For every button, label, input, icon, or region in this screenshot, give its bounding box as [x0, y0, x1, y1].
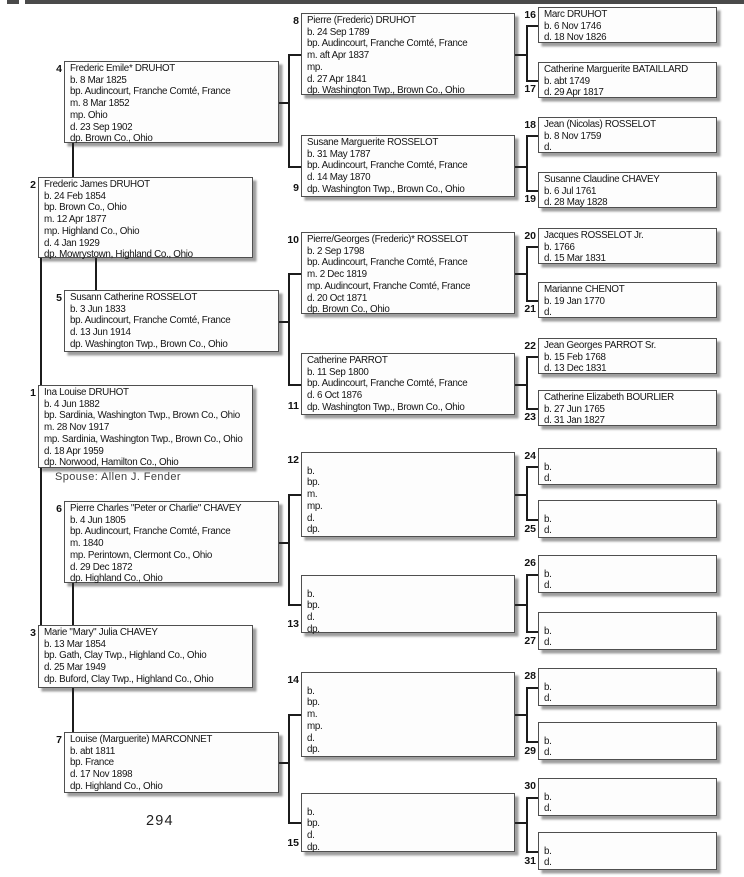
person-name [539, 557, 716, 569]
person-detail: bp. [307, 697, 320, 709]
person-detail: m. 2 Dec 1819 [307, 269, 367, 281]
connector-line [526, 466, 528, 521]
person-detail: bp. Audincourt, Franche Comté, France [307, 160, 468, 172]
connector-line [288, 714, 290, 824]
person-detail: mp. Audincourt, Franche Comté, France [307, 280, 471, 292]
connector-line [526, 687, 528, 743]
person-detail: mp. [307, 720, 323, 732]
person-detail: d. [544, 637, 552, 649]
person-number: 29 [524, 745, 536, 757]
person-number: 12 [287, 454, 299, 466]
person-detail: b. 11 Sep 1800 [307, 366, 369, 378]
connector-line [288, 714, 301, 716]
connector-line [526, 851, 538, 853]
connector-line [526, 246, 528, 302]
person-detail: bp. France [70, 757, 114, 769]
person-detail: bp. Audincourt, Franche Comté, France [307, 257, 468, 269]
person-name: Catherine PARROT [307, 355, 388, 366]
person-detail: dp. Brown Co., Ohio [70, 133, 153, 145]
person-detail: d. [544, 525, 552, 537]
connector-line [526, 135, 538, 137]
person-detail: b. 24 Sep 1789 [307, 26, 370, 38]
person-name [302, 795, 514, 807]
person-number: 11 [287, 400, 299, 412]
connector-line [72, 583, 74, 626]
person-name: Jean (Nicolas) ROSSELOT [544, 119, 656, 130]
person-box-11 [287, 353, 515, 415]
person-detail: d. 27 Apr 1841 [307, 73, 367, 85]
person-number: 21 [524, 303, 536, 315]
connector-line [526, 797, 538, 799]
person-box-20 [524, 228, 717, 265]
person-name: Frederic Emile* DRUHOT [70, 63, 175, 74]
person-box-18 [524, 117, 717, 154]
person-box-8 [293, 13, 515, 97]
person-detail: d. 29 Dec 1872 [70, 561, 133, 573]
connector-line [288, 273, 290, 386]
person-detail: d. 31 Jan 1827 [544, 415, 605, 427]
connector-line [288, 604, 301, 606]
person-detail: b. [307, 685, 315, 697]
person-detail: b. 13 Mar 1854 [44, 638, 106, 650]
person-number: 16 [524, 9, 536, 21]
person-number: 23 [524, 411, 536, 423]
person-name [302, 674, 514, 686]
person-box-28 [524, 668, 717, 706]
person-detail: dp. Washington Twp., Brown Co., Ohio [307, 183, 465, 195]
person-name [539, 502, 716, 514]
connector-line [526, 408, 538, 410]
connector-line [288, 494, 290, 606]
person-box-16 [524, 7, 717, 44]
person-detail: b. 4 Jun 1882 [44, 398, 100, 410]
person-name: Catherine Elizabeth BOURLIER [544, 392, 674, 403]
connector-line [526, 466, 538, 468]
person-detail: d. [544, 803, 552, 815]
person-detail: b. 24 Feb 1854 [44, 190, 106, 202]
person-detail: dp. [307, 841, 320, 853]
person-name: Ina Louise DRUHOT [44, 387, 129, 398]
person-detail: bp. Brown Co., Ohio [44, 202, 127, 214]
person-number: 5 [56, 292, 62, 304]
person-detail: b. [544, 461, 552, 473]
person-name [539, 670, 716, 682]
connector-line [526, 797, 528, 853]
person-detail: b. 3 Jun 1833 [70, 303, 126, 315]
person-detail: d. 23 Sep 1902 [70, 121, 133, 133]
connector-line [526, 574, 538, 576]
person-name [302, 454, 514, 466]
person-detail: d. 14 May 1870 [307, 172, 371, 184]
person-name: Marie "Mary" Julia CHAVEY [44, 627, 158, 638]
person-name [302, 577, 514, 589]
connector-line [526, 574, 528, 633]
person-detail: b. [544, 513, 552, 525]
person-detail: m. [307, 709, 318, 721]
person-name [539, 450, 716, 462]
person-box-27 [524, 612, 717, 650]
person-detail: b. 15 Feb 1768 [544, 351, 606, 363]
connector-line [288, 494, 301, 496]
page-edge-bar [25, 0, 744, 4]
person-detail: m. 12 Apr 1877 [44, 214, 107, 226]
connector-line [526, 246, 538, 248]
person-detail: d. [544, 473, 552, 485]
person-name: Pierre Charles "Peter or Charlie" CHAVEY [70, 503, 242, 514]
person-detail: bp. Sardinia, Washington Twp., Brown Co., Ohio [44, 410, 240, 422]
person-box-31 [524, 832, 717, 870]
connector-line [288, 54, 301, 56]
person-number: 7 [56, 734, 62, 746]
connector-line [526, 356, 538, 358]
person-detail: b. [307, 588, 315, 600]
person-detail: b. 6 Nov 1746 [544, 20, 602, 32]
connector-line [40, 468, 42, 626]
connector-line [526, 519, 538, 521]
person-detail: dp. Norwood, Hamilton Co., Ohio [44, 457, 179, 469]
person-detail: mp. Sardinia, Washington Twp., Brown Co., Ohio [44, 433, 243, 445]
person-detail: d. 13 Dec 1831 [544, 363, 607, 375]
person-detail: d. 4 Jan 1929 [44, 237, 100, 249]
person-detail: bp. [307, 600, 320, 612]
connector-line [40, 258, 42, 386]
connector-line [526, 687, 538, 689]
person-box-30 [524, 778, 717, 816]
connector-line [72, 143, 74, 178]
person-detail: d. [307, 830, 315, 842]
person-number: 19 [524, 193, 536, 205]
person-name: Louise (Marguerite) MARCONNET [70, 734, 213, 745]
person-detail: b. 8 Nov 1759 [544, 130, 602, 142]
person-name: Susann Catherine ROSSELOT [70, 292, 198, 303]
person-detail: b. 31 May 1787 [307, 148, 371, 160]
person-number: 3 [30, 627, 36, 639]
person-detail: d. [544, 307, 552, 319]
person-detail: b. [307, 465, 315, 477]
person-detail: bp. Audincourt, Franche Comté, France [70, 526, 231, 538]
person-detail: dp. Washington Twp., Brown Co., Ohio [307, 401, 465, 413]
person-detail: bp. Audincourt, Franche Comté, France [307, 378, 468, 390]
person-number: 9 [293, 182, 299, 194]
person-detail: bp. Audincourt, Franche Comté, France [70, 86, 231, 98]
person-box-25 [524, 500, 717, 538]
person-number: 15 [287, 837, 299, 849]
person-number: 22 [524, 340, 536, 352]
person-detail: mp. [307, 61, 323, 73]
person-detail: d. [544, 857, 552, 869]
person-number: 31 [524, 855, 536, 867]
person-detail: d. [544, 580, 552, 592]
connector-line [526, 25, 538, 27]
person-detail: m. 8 Mar 1852 [70, 98, 130, 110]
person-detail: dp. Mowrystown, Highland Co., Ohio [44, 249, 193, 261]
person-detail: dp. [307, 623, 320, 635]
person-number: 25 [524, 523, 536, 535]
spouse-note: Spouse: Allen J. Fender [55, 471, 181, 483]
person-number: 13 [287, 618, 299, 630]
person-name: Marc DRUHOT [544, 9, 608, 20]
person-name: Jacques ROSSELOT Jr. [544, 230, 644, 241]
person-detail: dp. [307, 524, 320, 536]
connector-line [288, 273, 301, 275]
person-detail: d. 6 Oct 1876 [307, 390, 362, 402]
person-detail: b. [544, 681, 552, 693]
person-detail: b. 4 Jun 1805 [70, 514, 126, 526]
person-number: 18 [524, 119, 536, 131]
person-name [539, 780, 716, 792]
person-number: 30 [524, 780, 536, 792]
person-detail: mp. [307, 500, 323, 512]
person-detail: d. 15 Mar 1831 [544, 253, 606, 265]
person-box-1 [30, 385, 253, 469]
person-number: 17 [524, 83, 536, 95]
person-detail: d. [544, 747, 552, 759]
person-detail: b. [307, 806, 315, 818]
person-detail: d. [544, 693, 552, 705]
person-detail: d. [307, 732, 315, 744]
person-detail: d. 18 Nov 1826 [544, 32, 607, 44]
person-detail: d. 25 Mar 1949 [44, 662, 106, 674]
person-detail: d. 18 Apr 1959 [44, 445, 104, 457]
person-detail: dp. Brown Co., Ohio [307, 304, 390, 316]
person-detail: dp. Washington Twp., Brown Co., Ohio [70, 338, 228, 350]
person-number: 20 [524, 230, 536, 242]
person-detail: bp. Audincourt, Franche Comté, France [307, 38, 468, 50]
person-box-12 [287, 452, 515, 537]
person-box-21 [524, 282, 717, 319]
person-number: 26 [524, 557, 536, 569]
person-detail: d. 20 Oct 1871 [307, 292, 368, 304]
connector-line [288, 54, 290, 168]
person-detail: b. 6 Jul 1761 [544, 185, 597, 197]
person-detail: mp. Highland Co., Ohio [44, 225, 140, 237]
person-box-13 [287, 575, 515, 635]
connector-line [526, 25, 528, 82]
person-name: Frederic James DRUHOT [44, 179, 150, 190]
person-detail: b. 1766 [544, 241, 575, 253]
person-detail: mp. Perintown, Clermont Co., Ohio [70, 549, 213, 561]
connector-line [526, 300, 538, 302]
person-name: Catherine Marguerite BATAILLARD [544, 64, 688, 75]
person-detail: bp. Gath, Clay Twp., Highland Co., Ohio [44, 650, 207, 662]
person-detail: bp. [307, 477, 320, 489]
person-detail: dp. Highland Co., Ohio [70, 573, 163, 585]
person-box-22 [524, 338, 717, 375]
connector-line [95, 258, 97, 291]
person-box-5 [56, 290, 279, 352]
person-detail: b. [544, 568, 552, 580]
person-detail: d. 13 Jun 1914 [70, 327, 131, 339]
person-number: 2 [30, 179, 36, 191]
person-name: Susanne Claudine CHAVEY [544, 174, 660, 185]
person-detail: b. 2 Sep 1798 [307, 245, 365, 257]
connector-line [526, 631, 538, 633]
page-edge-mark [7, 0, 19, 4]
person-box-17 [524, 62, 717, 99]
person-detail: bp. Audincourt, Franche Comté, France [70, 315, 231, 327]
person-detail: b. abt 1811 [70, 745, 116, 757]
person-detail: b. [544, 791, 552, 803]
person-detail: dp. [307, 744, 320, 756]
person-detail: b. 19 Jan 1770 [544, 295, 605, 307]
person-detail: m. 1840 [70, 538, 104, 550]
person-name: Marianne CHENOT [544, 284, 625, 295]
person-detail: d. 28 May 1828 [544, 197, 608, 209]
person-box-15 [287, 793, 515, 853]
person-number: 24 [524, 450, 536, 462]
person-number: 14 [287, 674, 299, 686]
person-box-24 [524, 448, 717, 485]
person-number: 28 [524, 670, 536, 682]
person-number: 27 [524, 635, 536, 647]
person-box-23 [524, 390, 717, 427]
connector-line [288, 384, 301, 386]
person-number: 10 [287, 234, 299, 246]
person-name [539, 724, 716, 736]
connector-line [288, 822, 301, 824]
connector-line [288, 166, 301, 168]
person-detail: m. aft Apr 1837 [307, 50, 369, 62]
connector-line [526, 135, 528, 192]
person-detail: d. 17 Nov 1898 [70, 769, 133, 781]
person-name: Pierre (Frederic) DRUHOT [307, 15, 416, 26]
person-box-6 [56, 501, 279, 585]
connector-line [526, 190, 538, 192]
person-box-4 [56, 61, 279, 145]
person-box-29 [524, 722, 717, 760]
person-box-14 [287, 672, 515, 757]
person-name: Susane Marguerite ROSSELOT [307, 137, 439, 148]
connector-line [72, 688, 74, 733]
person-detail: d. [544, 142, 552, 154]
person-name [539, 614, 716, 626]
person-detail: dp. Buford, Clay Twp., Highland Co., Ohio [44, 673, 214, 685]
person-detail: m. [307, 489, 318, 501]
connector-line [526, 80, 538, 82]
person-number: 1 [30, 387, 36, 399]
person-detail: b. [544, 845, 552, 857]
person-number: 6 [56, 503, 62, 515]
person-detail: m. 28 Nov 1917 [44, 422, 109, 434]
person-box-3 [30, 625, 253, 688]
person-number: 8 [293, 15, 299, 27]
person-box-2 [30, 177, 253, 261]
person-detail: b. 8 Mar 1825 [70, 74, 127, 86]
person-detail: b. abt 1749 [544, 75, 590, 87]
person-name [539, 834, 716, 846]
connector-line [526, 741, 538, 743]
person-detail: b. [544, 735, 552, 747]
person-number: 4 [56, 63, 62, 75]
person-name: Pierre/Georges (Frederic)* ROSSELOT [307, 234, 468, 245]
person-box-26 [524, 555, 717, 593]
person-box-10 [287, 232, 515, 316]
person-detail: d. [307, 612, 315, 624]
person-detail: b. [544, 625, 552, 637]
person-box-9 [293, 135, 515, 197]
person-name: Jean Georges PARROT Sr. [544, 340, 656, 351]
person-box-7 [56, 732, 279, 793]
person-detail: mp. Ohio [70, 109, 108, 121]
person-detail: d. [307, 512, 315, 524]
person-detail: b. 27 Jun 1765 [544, 403, 605, 415]
person-detail: dp. Washington Twp., Brown Co., Ohio [307, 85, 465, 97]
person-detail: dp. Highland Co., Ohio [70, 780, 163, 792]
page-number: 294 [146, 813, 174, 829]
person-detail: bp. [307, 818, 320, 830]
person-box-19 [524, 172, 717, 209]
connector-line [526, 356, 528, 410]
person-detail: d. 29 Apr 1817 [544, 87, 604, 99]
